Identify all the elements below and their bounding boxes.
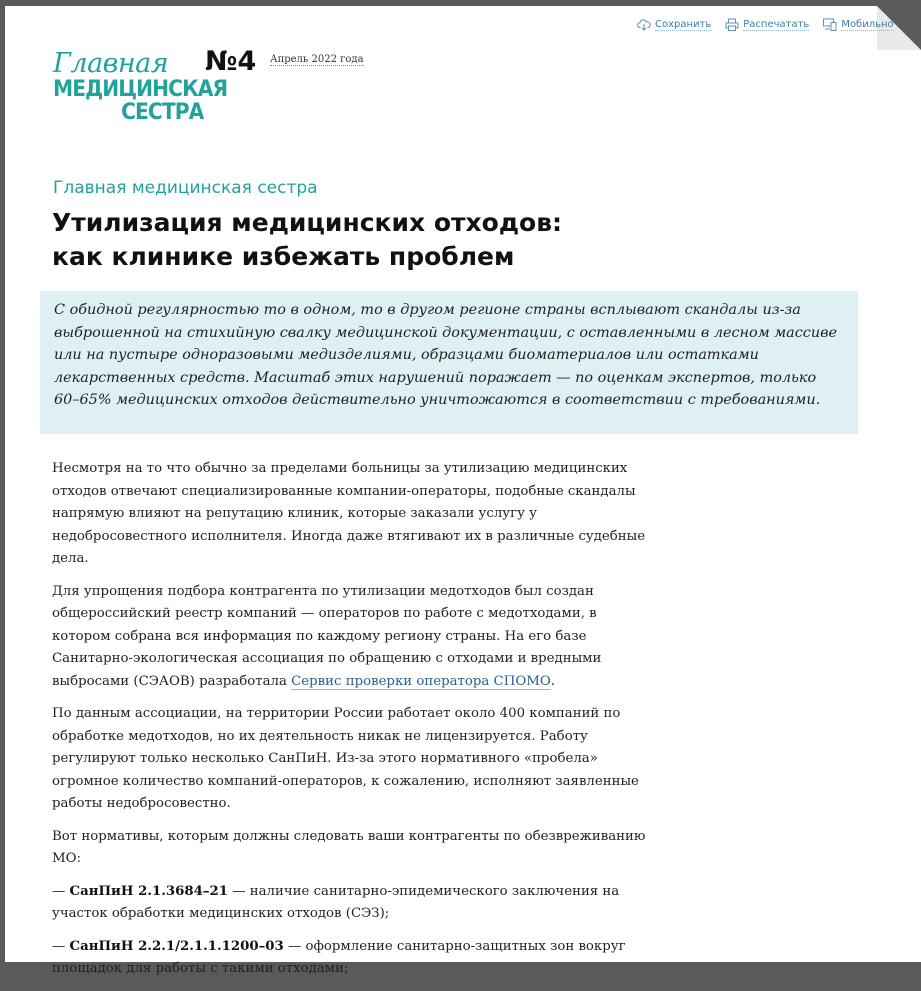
print-label: Распечатать (743, 18, 810, 30)
list-item-sanpin-2 (52, 936, 652, 981)
logo-line-3: СЕСТРА (121, 100, 204, 125)
article-title (52, 206, 652, 274)
list-item-text: — наличие санитарно-эпидемического заключения на участок обработки медицинских отходов (СЭЗ); (52, 883, 620, 921)
mobile-label: Мобильно (841, 18, 894, 30)
issue-date-link[interactable]: Апрель 2022 года (270, 54, 364, 65)
article-lead: С обидной регулярностью то в одном, то в другом регионе страны всплывают скандалы из-за выброшенной на стихийную свалку медицинской документации, с оставленными в лесном массиве или на пустыре одноразовыми медизделиями, образцами биоматериалов или остатками лекарственных средств. Масштаб этих нарушений поражает — по оценкам экспертов, только 60–65% медицинских отходов действительно уничтожаются в соответствии с требованиями. (40, 291, 858, 434)
list-dash: — (52, 883, 70, 899)
print-button[interactable] (725, 18, 809, 31)
list-item-text: — оформление санитарно-защитных зон вокруг площадок для работы с такими отходами; (52, 938, 626, 976)
logo-line-1: Главная (53, 48, 169, 79)
title-line-2: как клинике избежать проблем (52, 242, 515, 271)
mobile-button[interactable] (823, 18, 893, 31)
save-label: Сохранить (655, 18, 712, 30)
sanpin-code: СанПиН 2.2.1/2.1.1.1200–03 (69, 938, 284, 954)
printer-icon (725, 18, 739, 31)
paragraph-2 (52, 581, 652, 694)
paragraph-2-end: . (550, 673, 555, 689)
toolbar (637, 18, 894, 31)
logo-line-2: МЕДИЦИНСКАЯ (53, 77, 228, 102)
list-item-sanpin-1 (52, 881, 652, 926)
paragraph-1: Несмотря на то что обычно за пределами больницы за утилизацию медицинских отходов отвечают специализированные компании-операторы, подобные скандалы напрямую влияют на репутацию клиник, которые заказали услугу у недобросовестного исполнителя. Иногда даже втягивают их в различные судебные дела. (52, 461, 646, 566)
article-rubric: Главная медицинская сестра (53, 178, 318, 198)
sanpin-code: СанПиН 2.1.3684–21 (69, 883, 228, 899)
magazine-logo[interactable] (53, 48, 228, 125)
devices-icon (823, 18, 837, 31)
issue-number: №4 (205, 46, 257, 77)
save-button[interactable] (637, 18, 711, 31)
article-body (52, 458, 652, 991)
cloud-download-icon (637, 18, 651, 31)
paragraph-4: Вот нормативы, которым должны следовать ваши контрагенты по обезвреживанию МО: (52, 828, 646, 866)
list-dash: — (52, 938, 70, 954)
document-page (5, 6, 921, 976)
paragraph-2-text: Для упрощения подбора контрагента по утилизации медотходов был создан общероссийский реестр компаний — операторов по работе с медотходами, в котором собрана вся информация по каждому региону страны. На его базе Санитарно-экологическая ассоциация по обращению с отходами и вредными выбросами (СЭАОВ) разработала (52, 583, 602, 689)
spomo-service-link[interactable]: Сервис проверки оператора СПОМО (291, 673, 551, 689)
title-line-1: Утилизация медицинских отходов: (52, 208, 563, 237)
paragraph-3: По данным ассоциации, на территории России работает около 400 компаний по обработке медотходов, но их деятельность никак не лицензируется. Работу регулируют только несколько СанПиН. Из-за этого нормативного «пробела» огромное количество компаний-операторов, к сожалению, исполняют заявленные работы недобросовестно. (52, 706, 639, 811)
